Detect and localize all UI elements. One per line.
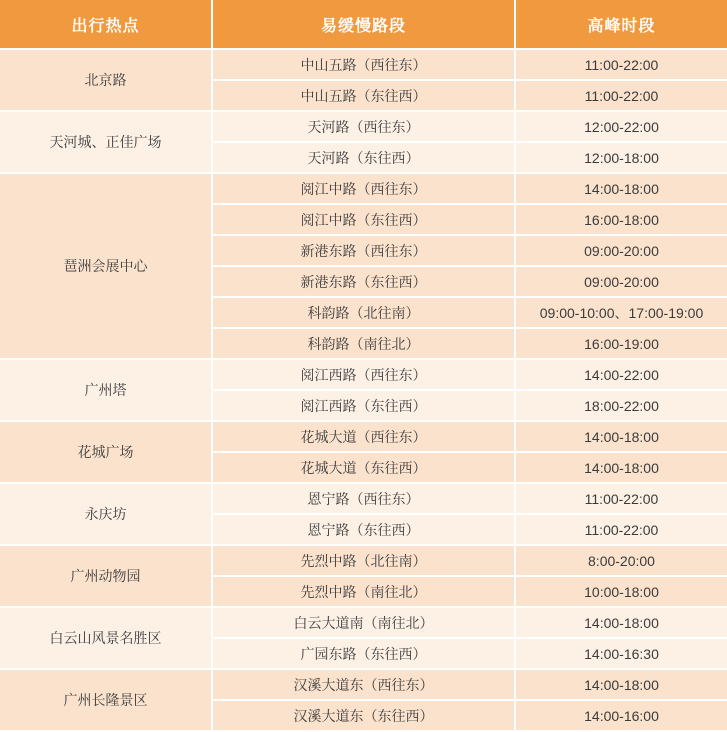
column-header-peak-time: 高峰时段	[515, 0, 727, 49]
peak-time: 11:00-22:00	[515, 483, 727, 514]
table-header-row	[0, 0, 727, 49]
road-segment: 汉溪大道东（东往西）	[212, 700, 515, 731]
road-segment: 阅江西路（东往西）	[212, 390, 515, 421]
road-segment: 汉溪大道东（西往东）	[212, 669, 515, 700]
peak-time: 18:00-22:00	[515, 390, 727, 421]
road-segment: 白云大道南（南往北）	[212, 607, 515, 638]
peak-time: 14:00-18:00	[515, 421, 727, 452]
table-row	[0, 483, 727, 514]
road-segment: 广园东路（东往西）	[212, 638, 515, 669]
hotspot-name: 广州长隆景区	[0, 669, 212, 731]
hotspot-name: 广州动物园	[0, 545, 212, 607]
hotspot-name: 北京路	[0, 49, 212, 111]
peak-time: 10:00-18:00	[515, 576, 727, 607]
peak-time: 14:00-18:00	[515, 607, 727, 638]
table-row	[0, 607, 727, 638]
table-row	[0, 111, 727, 142]
road-segment: 阅江中路（西往东）	[212, 173, 515, 204]
column-header-road: 易缓慢路段	[212, 0, 515, 49]
table-row	[0, 545, 727, 576]
road-segment: 天河路（东往西）	[212, 142, 515, 173]
column-header-hotspot: 出行热点	[0, 0, 212, 49]
road-segment: 花城大道（西往东）	[212, 421, 515, 452]
road-segment: 花城大道（东往西）	[212, 452, 515, 483]
peak-time: 14:00-18:00	[515, 173, 727, 204]
peak-time: 14:00-16:30	[515, 638, 727, 669]
road-segment: 先烈中路（北往南）	[212, 545, 515, 576]
table-row	[0, 421, 727, 452]
hotspot-name: 永庆坊	[0, 483, 212, 545]
peak-time: 09:00-20:00	[515, 235, 727, 266]
table-header	[0, 0, 727, 49]
hotspot-name: 花城广场	[0, 421, 212, 483]
peak-time: 16:00-18:00	[515, 204, 727, 235]
road-segment: 恩宁路（西往东）	[212, 483, 515, 514]
hotspot-name: 琶洲会展中心	[0, 173, 212, 359]
road-segment: 中山五路（东往西）	[212, 80, 515, 111]
road-segment: 天河路（西往东）	[212, 111, 515, 142]
peak-time: 09:00-20:00	[515, 266, 727, 297]
hotspot-name: 广州塔	[0, 359, 212, 421]
road-segment: 阅江西路（西往东）	[212, 359, 515, 390]
road-segment: 阅江中路（东往西）	[212, 204, 515, 235]
road-segment: 新港东路（东往西）	[212, 266, 515, 297]
peak-time: 16:00-19:00	[515, 328, 727, 359]
road-segment: 先烈中路（南往北）	[212, 576, 515, 607]
road-segment: 科韵路（北往南）	[212, 297, 515, 328]
peak-time: 12:00-22:00	[515, 111, 727, 142]
road-segment: 科韵路（南往北）	[212, 328, 515, 359]
peak-time: 11:00-22:00	[515, 49, 727, 80]
table-row	[0, 49, 727, 80]
hotspot-name: 白云山风景名胜区	[0, 607, 212, 669]
road-segment: 新港东路（西往东）	[212, 235, 515, 266]
peak-time: 11:00-22:00	[515, 514, 727, 545]
table-row	[0, 669, 727, 700]
peak-time: 14:00-16:00	[515, 700, 727, 731]
table-row	[0, 359, 727, 390]
peak-time: 11:00-22:00	[515, 80, 727, 111]
peak-time: 09:00-10:00、17:00-19:00	[515, 297, 727, 328]
table-body	[0, 49, 727, 731]
hotspot-name: 天河城、正佳广场	[0, 111, 212, 173]
peak-time: 14:00-22:00	[515, 359, 727, 390]
peak-time: 14:00-18:00	[515, 669, 727, 700]
peak-time: 14:00-18:00	[515, 452, 727, 483]
peak-time: 8:00-20:00	[515, 545, 727, 576]
peak-time: 12:00-18:00	[515, 142, 727, 173]
table-row	[0, 173, 727, 204]
road-segment: 中山五路（西往东）	[212, 49, 515, 80]
road-segment: 恩宁路（东往西）	[212, 514, 515, 545]
